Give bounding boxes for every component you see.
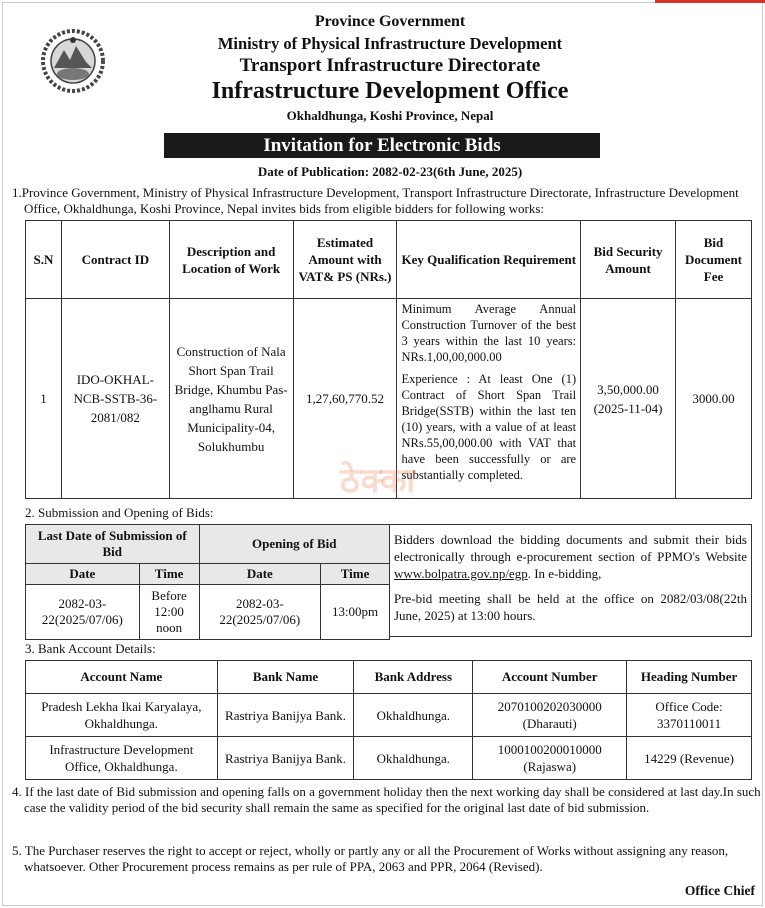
table-row (26, 694, 752, 737)
publication-date: Date of Publication: 2082-02-23(6th June, 2025) (257, 164, 523, 179)
notice-title-banner: Invitation for Electronic Bids (164, 133, 600, 158)
requirement-experience: Experience : At least One (1) Contract of Short Span Trail Bridge(SSTB) within the last ten (10) years, with a value of at least NRs.55,00,000.00 with VAT that have been successfully or are substantially completed. (401, 372, 577, 482)
table-row (26, 737, 752, 780)
corner-accent (655, 0, 765, 3)
pre-bid-meeting: Pre-bid meeting shall be held at the office on 2082/03/08(22th June, 2025) at 13:00 hours. (394, 591, 747, 623)
col-estimated-amount: Estimated Amount with VAT& PS (NRs.) (293, 221, 397, 299)
account-number: 2070100202030000 (Dharauti) (473, 694, 627, 737)
bank-name: Rastriya Banijya Bank. (217, 694, 354, 737)
heading-number: 14229 (Revenue) (627, 737, 752, 780)
account-name: Pradesh Lekha Ikai Karyalaya, Okhaldhunga. (26, 694, 218, 737)
col-sn: S.N (26, 221, 62, 299)
last-date-subheader: Date (26, 564, 140, 585)
table-row (26, 585, 390, 640)
header-directorate: Transport Infrastructure Directorate (239, 55, 541, 76)
cell-amount: 1,27,60,770.52 (293, 299, 397, 499)
col-document-fee: Bid Document Fee (676, 221, 752, 299)
watermark: ठेक्का (340, 463, 417, 500)
col-bank-address: Bank Address (354, 661, 473, 694)
col-account-name: Account Name (26, 661, 218, 694)
header-province: Province Government (314, 13, 466, 30)
bank-address: Okhaldhunga. (354, 737, 473, 780)
bidding-info-box (389, 524, 752, 637)
open-time-value: 13:00pm (321, 585, 390, 640)
bolpatra-link[interactable]: www.bolpatra.gov.np/egp (394, 566, 528, 581)
col-bid-security: Bid Security Amount (581, 221, 676, 299)
account-number: 1000100200010000 (Rajaswa) (473, 737, 627, 780)
cell-description: Construction of Nala Short Span Trail Bridge, Khumbu Pas-anglhamu Rural Municipality-04, Solukhumbu (169, 299, 293, 499)
cell-contract-id: IDO-OKHAL-NCB-SSTB-36-2081/082 (61, 299, 169, 499)
nepal-emblem-icon (40, 28, 106, 94)
security-amount: 3,50,000.00 (597, 381, 659, 397)
intro-paragraph: 1.Province Government, Ministry of Physical Infrastructure Development, Transport Infrastructure Directorate, Infrastructure Development Office, Okhaldhunga, Koshi Province, Nepal invites bids from eligible bidders for following works: (12, 185, 739, 216)
col-bank-name: Bank Name (217, 661, 354, 694)
signature-office-chief: Office Chief (684, 883, 755, 898)
bank-name: Rastriya Banijya Bank. (217, 737, 354, 780)
col-description: Description and Location of Work (169, 221, 293, 299)
opening-header: Opening of Bid (199, 525, 389, 564)
last-date-value: 2082-03-22(2025/07/06) (26, 585, 140, 640)
last-date-header: Last Date of Submission of Bid (26, 525, 200, 564)
open-date-value: 2082-03-22(2025/07/06) (199, 585, 321, 640)
bank-table (25, 660, 752, 780)
account-name: Infrastructure Development Office, Okhaldhunga. (26, 737, 218, 780)
last-time-subheader: Time (139, 564, 199, 585)
header-ministry: Ministry of Physical Infrastructure Development (217, 34, 563, 53)
download-instructions: Bidders download the bidding documents and submit their bids electronically through e-procurement section of PPMO's Website www.bolpatra.gov.np/egp. In e-bidding, (394, 532, 747, 581)
cell-qualification (397, 299, 581, 499)
works-table-header (26, 221, 752, 299)
open-time-subheader: Time (321, 564, 390, 585)
col-contract-id: Contract ID (61, 221, 169, 299)
bank-address: Okhaldhunga. (354, 694, 473, 737)
section-2-heading: 2. Submission and Opening of Bids: (25, 505, 214, 520)
rights-clause: 5. The Purchaser reserves the right to accept or reject, wholly or partly any or all the Procurement of Works without assigning any reason, whatsoever. Other Procurement process remains as per rule of PPA, 2063 and PPR, 2064 (Revised). (12, 843, 729, 874)
col-account-number: Account Number (473, 661, 627, 694)
col-qualification: Key Qualification Requirement (397, 221, 581, 299)
header-location: Okhaldhunga, Koshi Province, Nepal (286, 108, 494, 123)
cell-security (581, 299, 676, 499)
security-date: (2025-11-04) (593, 400, 663, 416)
bid-dates-table (25, 524, 390, 640)
open-date-subheader: Date (199, 564, 321, 585)
last-time-value: Before 12:00 noon (139, 585, 199, 640)
holiday-clause: 4. If the last date of Bid submission and opening falls on a government holiday then the next working day shall be considered at last day.In such case the validity period of the bid security shall remain the same as specified for the original last date of bid submission. (12, 784, 761, 815)
col-heading-number: Heading Number (627, 661, 752, 694)
cell-fee: 3000.00 (676, 299, 752, 499)
header-office: Infrastructure Development Office (211, 78, 569, 104)
requirement-turnover: Minimum Average Annual Construction Turnover of the best 3 years within the last 10 years: NRs.1,00,00,000.00 (401, 302, 577, 364)
bank-table-header (26, 661, 752, 694)
section-3-heading: 3. Bank Account Details: (25, 641, 156, 656)
cell-sn: 1 (26, 299, 62, 499)
heading-number: Office Code: 3370110011 (627, 694, 752, 737)
